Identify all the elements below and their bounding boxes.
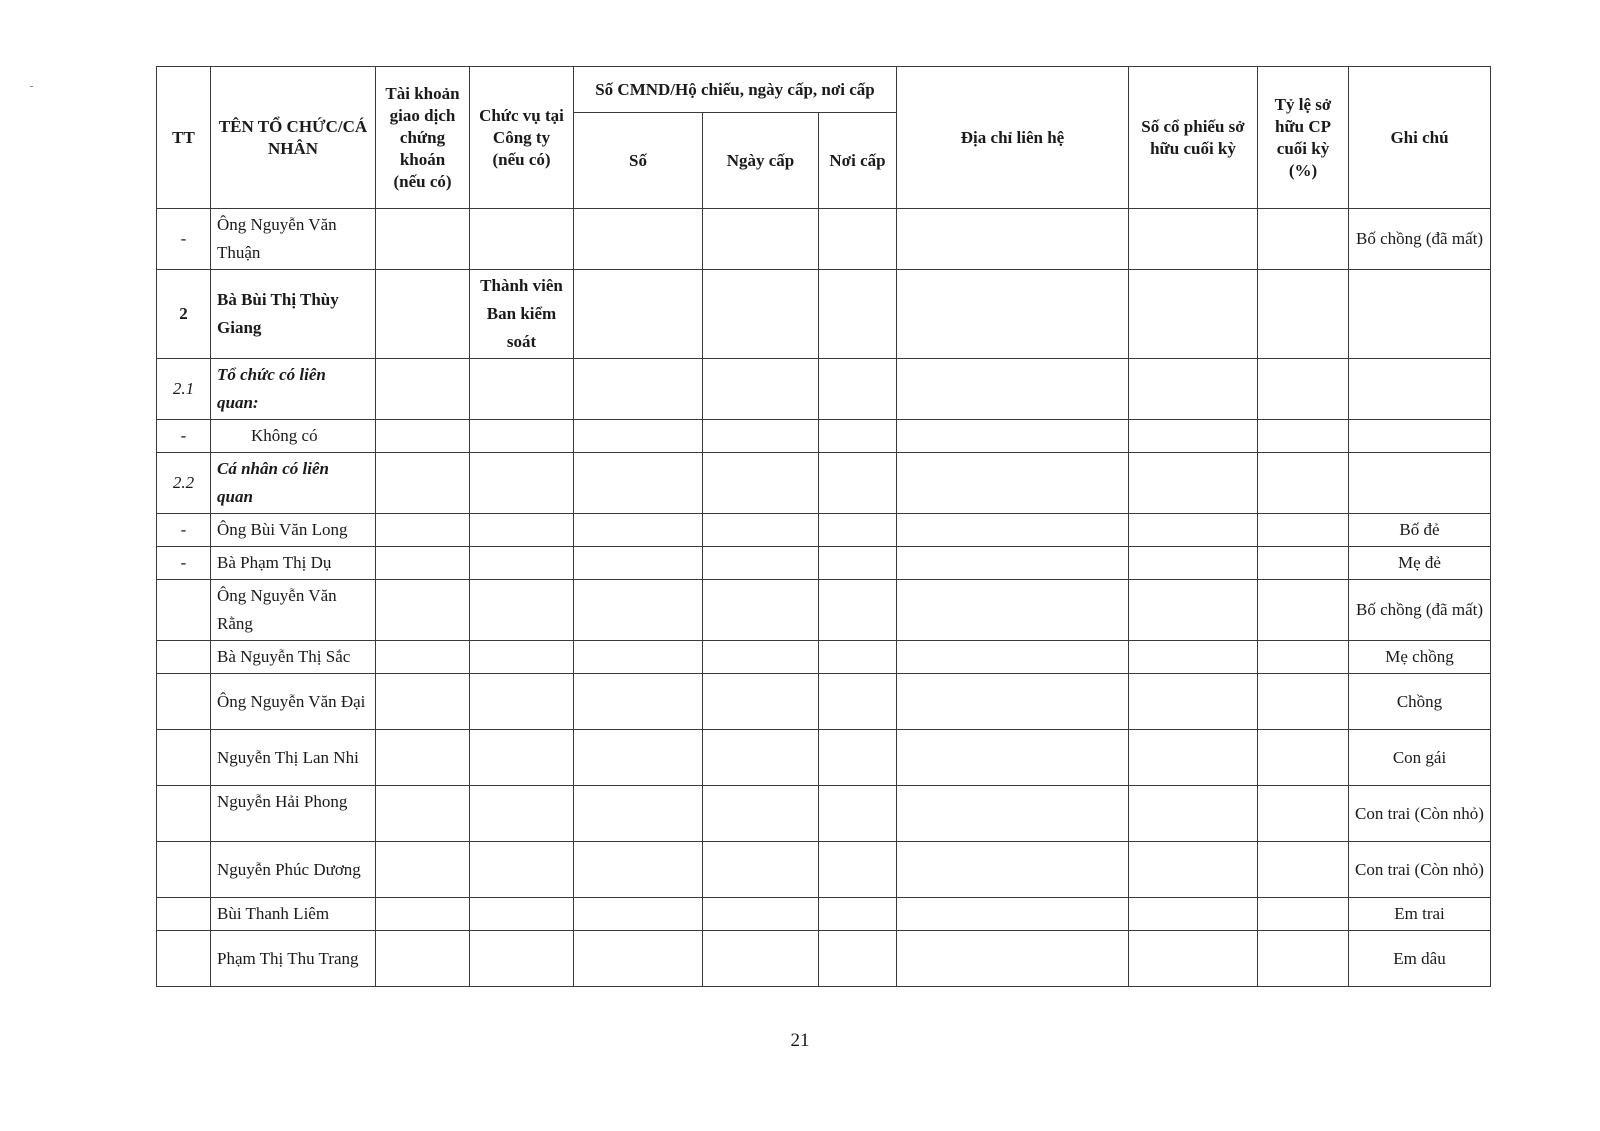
table-row xyxy=(157,359,1491,420)
cell-position xyxy=(470,730,574,786)
cell-name: Ông Nguyễn Văn Rằng xyxy=(211,580,376,641)
cell-position xyxy=(470,453,574,514)
cell-note: Con trai (Còn nhỏ) xyxy=(1349,842,1491,898)
cell-name: Ông Nguyễn Văn Thuận xyxy=(211,209,376,270)
header-shares: Số cổ phiếu sở hữu cuối kỳ xyxy=(1129,67,1258,209)
header-position: Chức vụ tại Công ty (nếu có) xyxy=(470,67,574,209)
table-row xyxy=(157,420,1491,453)
cell-name: Bà Phạm Thị Dụ xyxy=(211,547,376,580)
table-row xyxy=(157,674,1491,730)
cell-note: Em dâu xyxy=(1349,931,1491,987)
header-id-no: Số xyxy=(574,113,703,209)
table-row xyxy=(157,514,1491,547)
cell-tt: 2.1 xyxy=(157,359,211,420)
table-row xyxy=(157,547,1491,580)
table-row xyxy=(157,931,1491,987)
cell-name: Ông Bùi Văn Long xyxy=(211,514,376,547)
cell-note xyxy=(1349,359,1491,420)
cell-name: Không có xyxy=(211,420,376,453)
table-row xyxy=(157,641,1491,674)
cell-name: Bà Bùi Thị Thùy Giang xyxy=(211,270,376,359)
cell-note: Bố chồng (đã mất) xyxy=(1349,209,1491,270)
header-name: TÊN TỔ CHỨC/CÁ NHÂN xyxy=(211,67,376,209)
cell-position: Thành viên Ban kiểm soát xyxy=(470,270,574,359)
cell-position xyxy=(470,580,574,641)
cell-note: Mẹ chồng xyxy=(1349,641,1491,674)
cell-note xyxy=(1349,453,1491,514)
cell-note xyxy=(1349,420,1491,453)
cell-position xyxy=(470,931,574,987)
cell-tt xyxy=(157,730,211,786)
cell-note: Chồng xyxy=(1349,674,1491,730)
table-row xyxy=(157,730,1491,786)
scan-speck xyxy=(30,86,33,87)
table-row xyxy=(157,270,1491,359)
cell-position xyxy=(470,641,574,674)
cell-name: Bà Nguyễn Thị Sắc xyxy=(211,641,376,674)
table-row xyxy=(157,898,1491,931)
cell-tt: - xyxy=(157,209,211,270)
cell-tt: 2.2 xyxy=(157,453,211,514)
table-row xyxy=(157,786,1491,842)
header-note: Ghi chú xyxy=(1349,67,1491,209)
header-id-group: Số CMND/Hộ chiếu, ngày cấp, nơi cấp xyxy=(574,67,897,113)
related-persons-table-container xyxy=(156,66,1490,987)
cell-position xyxy=(470,514,574,547)
cell-note: Con trai (Còn nhỏ) xyxy=(1349,786,1491,842)
header-id-date: Ngày cấp xyxy=(703,113,819,209)
cell-position xyxy=(470,842,574,898)
cell-name: Nguyễn Hải Phong xyxy=(211,786,376,842)
header-tt: TT xyxy=(157,67,211,209)
cell-tt xyxy=(157,641,211,674)
cell-position xyxy=(470,674,574,730)
table-row xyxy=(157,453,1491,514)
cell-tt xyxy=(157,786,211,842)
cell-name: Phạm Thị Thu Trang xyxy=(211,931,376,987)
cell-note xyxy=(1349,270,1491,359)
header-address: Địa chỉ liên hệ xyxy=(897,67,1129,209)
cell-name: Bùi Thanh Liêm xyxy=(211,898,376,931)
cell-tt: - xyxy=(157,420,211,453)
cell-note: Bố chồng (đã mất) xyxy=(1349,580,1491,641)
cell-tt xyxy=(157,674,211,730)
cell-note: Mẹ đẻ xyxy=(1349,547,1491,580)
table-row xyxy=(157,580,1491,641)
cell-name: Nguyễn Thị Lan Nhi xyxy=(211,730,376,786)
related-persons-table xyxy=(156,66,1491,987)
cell-name: Ông Nguyễn Văn Đại xyxy=(211,674,376,730)
cell-note: Bố đẻ xyxy=(1349,514,1491,547)
cell-note: Con gái xyxy=(1349,730,1491,786)
cell-position xyxy=(470,547,574,580)
cell-tt: 2 xyxy=(157,270,211,359)
page-number: 21 xyxy=(790,1030,810,1051)
header-account: Tài khoản giao dịch chứng khoán (nếu có) xyxy=(376,67,470,209)
cell-position xyxy=(470,420,574,453)
cell-name: Tổ chức có liên quan: xyxy=(211,359,376,420)
cell-note: Em trai xyxy=(1349,898,1491,931)
cell-tt: - xyxy=(157,514,211,547)
table-row xyxy=(157,209,1491,270)
cell-position xyxy=(470,786,574,842)
cell-position xyxy=(470,209,574,270)
cell-tt: - xyxy=(157,547,211,580)
cell-tt xyxy=(157,898,211,931)
cell-tt xyxy=(157,580,211,641)
cell-position xyxy=(470,898,574,931)
cell-position xyxy=(470,359,574,420)
cell-name: Nguyễn Phúc Dương xyxy=(211,842,376,898)
table-row xyxy=(157,842,1491,898)
header-ratio: Tỷ lệ sở hữu CP cuối kỳ (%) xyxy=(1258,67,1349,209)
cell-name: Cá nhân có liên quan xyxy=(211,453,376,514)
cell-tt xyxy=(157,842,211,898)
header-id-place: Nơi cấp xyxy=(819,113,897,209)
cell-tt xyxy=(157,931,211,987)
